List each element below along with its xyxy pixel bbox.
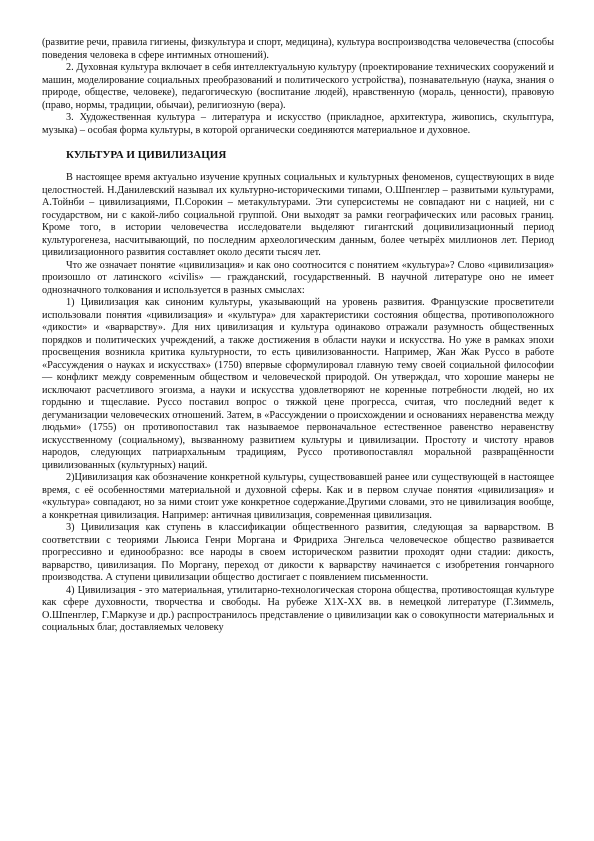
paragraph-meaning-2: 2)Цивилизация как обозначение конкретной культуры, существовавшей ранее или существующей в настоящее время, с её особенностями материальной и духовной сферы. Как и в первом случае понятия «цивилизация» и «культура» совпадают, но за ними стоит уже конкретное содержание.Другими словами, это не цивилизация вообще, а конкретная цивилизация. Например: античная цивилизация, современная цивилизация. <box>42 472 554 521</box>
spacer <box>42 162 554 172</box>
paragraph-meaning-4: 4) Цивилизация - это материальная, утилитарно-технологическая сторона общества, противостоящая культуре как сфере духовности, творчества и свободы. На рубеже X1X-XX вв. в немецкой литературе (Г.Зиммель, О.Шпенглер, Г.Маркузе и др.) распространилось представление о цивилизации как о совокупности материальных и социальных благ, доставляемых человеку <box>42 584 554 633</box>
paragraph-culture-types-end: (развитие речи, правила гигиены, физкультура и спорт, медицина), культура воспроизводства человечества (способы поведения человека в сфере интимных отношений). <box>42 37 554 61</box>
section-title: КУЛЬТУРА И ЦИВИЛИЗАЦИЯ <box>66 149 227 161</box>
paragraph-artistic-culture: 3. Художественная культура – литература и искусство (прикладное, архитектура, живопись, скульптура, музыка) – особая форма культуры, в которой органически соединяются материальное и духовное. <box>42 112 554 136</box>
spacer <box>42 137 554 149</box>
paragraph-definition: Что же означает понятие «цивилизация» и как оно соотносится с понятием «культура»? Слово «цивилизация» произошло от латинского «civilis» — гражданский, государственный. В научной литературе оно не имеет однозначного толкования и используется в разных смыслах: <box>42 259 554 296</box>
paragraph-meaning-1: 1) Цивилизация как синоним культуры, указывающий на уровень развития. Французские просветители использовали понятия «цивилизация» и «культура» для характеристики состояния общества, противоположного «дикости» и «варварству». Для них цивилизация и культура одинаково отражали разумность общественных порядков и политических учреждений, а также достижения в области науки и искусства. Но уже в рамках эпохи просвещения возникла критика культурности, то есть цивилизованности. Например, Жан Жак Руссо в работе «Рассуждения о науках и искусствах» (1750) впервые сформулировал главную тему своей социальной философии — конфликт между современным обществом и человеческой природой. Он утверждал, что хорошие манеры не исключают расчетливого эгоизма, а науки и искусства удовлетворяют не коренные потребности людей, но их гордыню и тщеславие. Руссо поставил вопрос о тяжкой цене прогресса, считая, что последний ведет к дегуманизации человеческих отношений. Затем, в «Рассуждении о происхождении и основаниях неравенства между людьми» (1755) он противопоставил так называемое первоначальное естественное равенство неравенству искусственному (социальному), вызванному развитием культуры и цивилизации. Простоту и чистоту нравов народов, следующих патриархальным традициям, Руссо противопоставлял моральной развращённости цивилизованных (культурных) наций. <box>42 297 554 471</box>
paragraph-meaning-3: 3) Цивилизация как ступень в классификации общественного развития, следующая за варварством. В соответствии с теориями Льюиса Генри Моргана и Фридриха Энгельса человеческое общество развивается прогрессивно и единообразно: все народы в своем историческом развитии проходят одни стадии: дикость, варварство, цивилизация. По Моргану, переход от дикости к варварству начинается с изобретения гончарного производства. А ступени цивилизации общество достигает с появлением письменности. <box>42 522 554 583</box>
paragraph-intro: В настоящее время актуально изучение крупных социальных и культурных феноменов, существующих в виде целостностей. Н.Данилевский называл их культурно-историческими типами, О.Шпенглер – развитыми культурами, А.Тойнби – цивилизациями, П.Сорокин – метакультурами. Эти суперсистемы не совпадают ни с нацией, ни с государством, ни с какой-либо социальной группой. Они выходят за рамки географических или расовых границ. Кроме того, в истории человечества исследователи выделяют гигантский доцивилизационный период культурогенеза, насчитывающий, по последним археологическим данным, более четырёх миллионов лет. Период цивилизационного развития составляет около десяти тысяч лет. <box>42 172 554 258</box>
paragraph-spiritual-culture: 2. Духовная культура включает в себя интеллектуальную культуру (проектирование технических сооружений и машин, моделирование социальных преобразований и политического устройства), познавательную (наука, знания о природе, обществе, человеке), педагогическую (воспитание людей), нравственную (мораль, ценности), правовую (право, нормы, традиции, обычаи), религиозную (вера). <box>42 62 554 111</box>
